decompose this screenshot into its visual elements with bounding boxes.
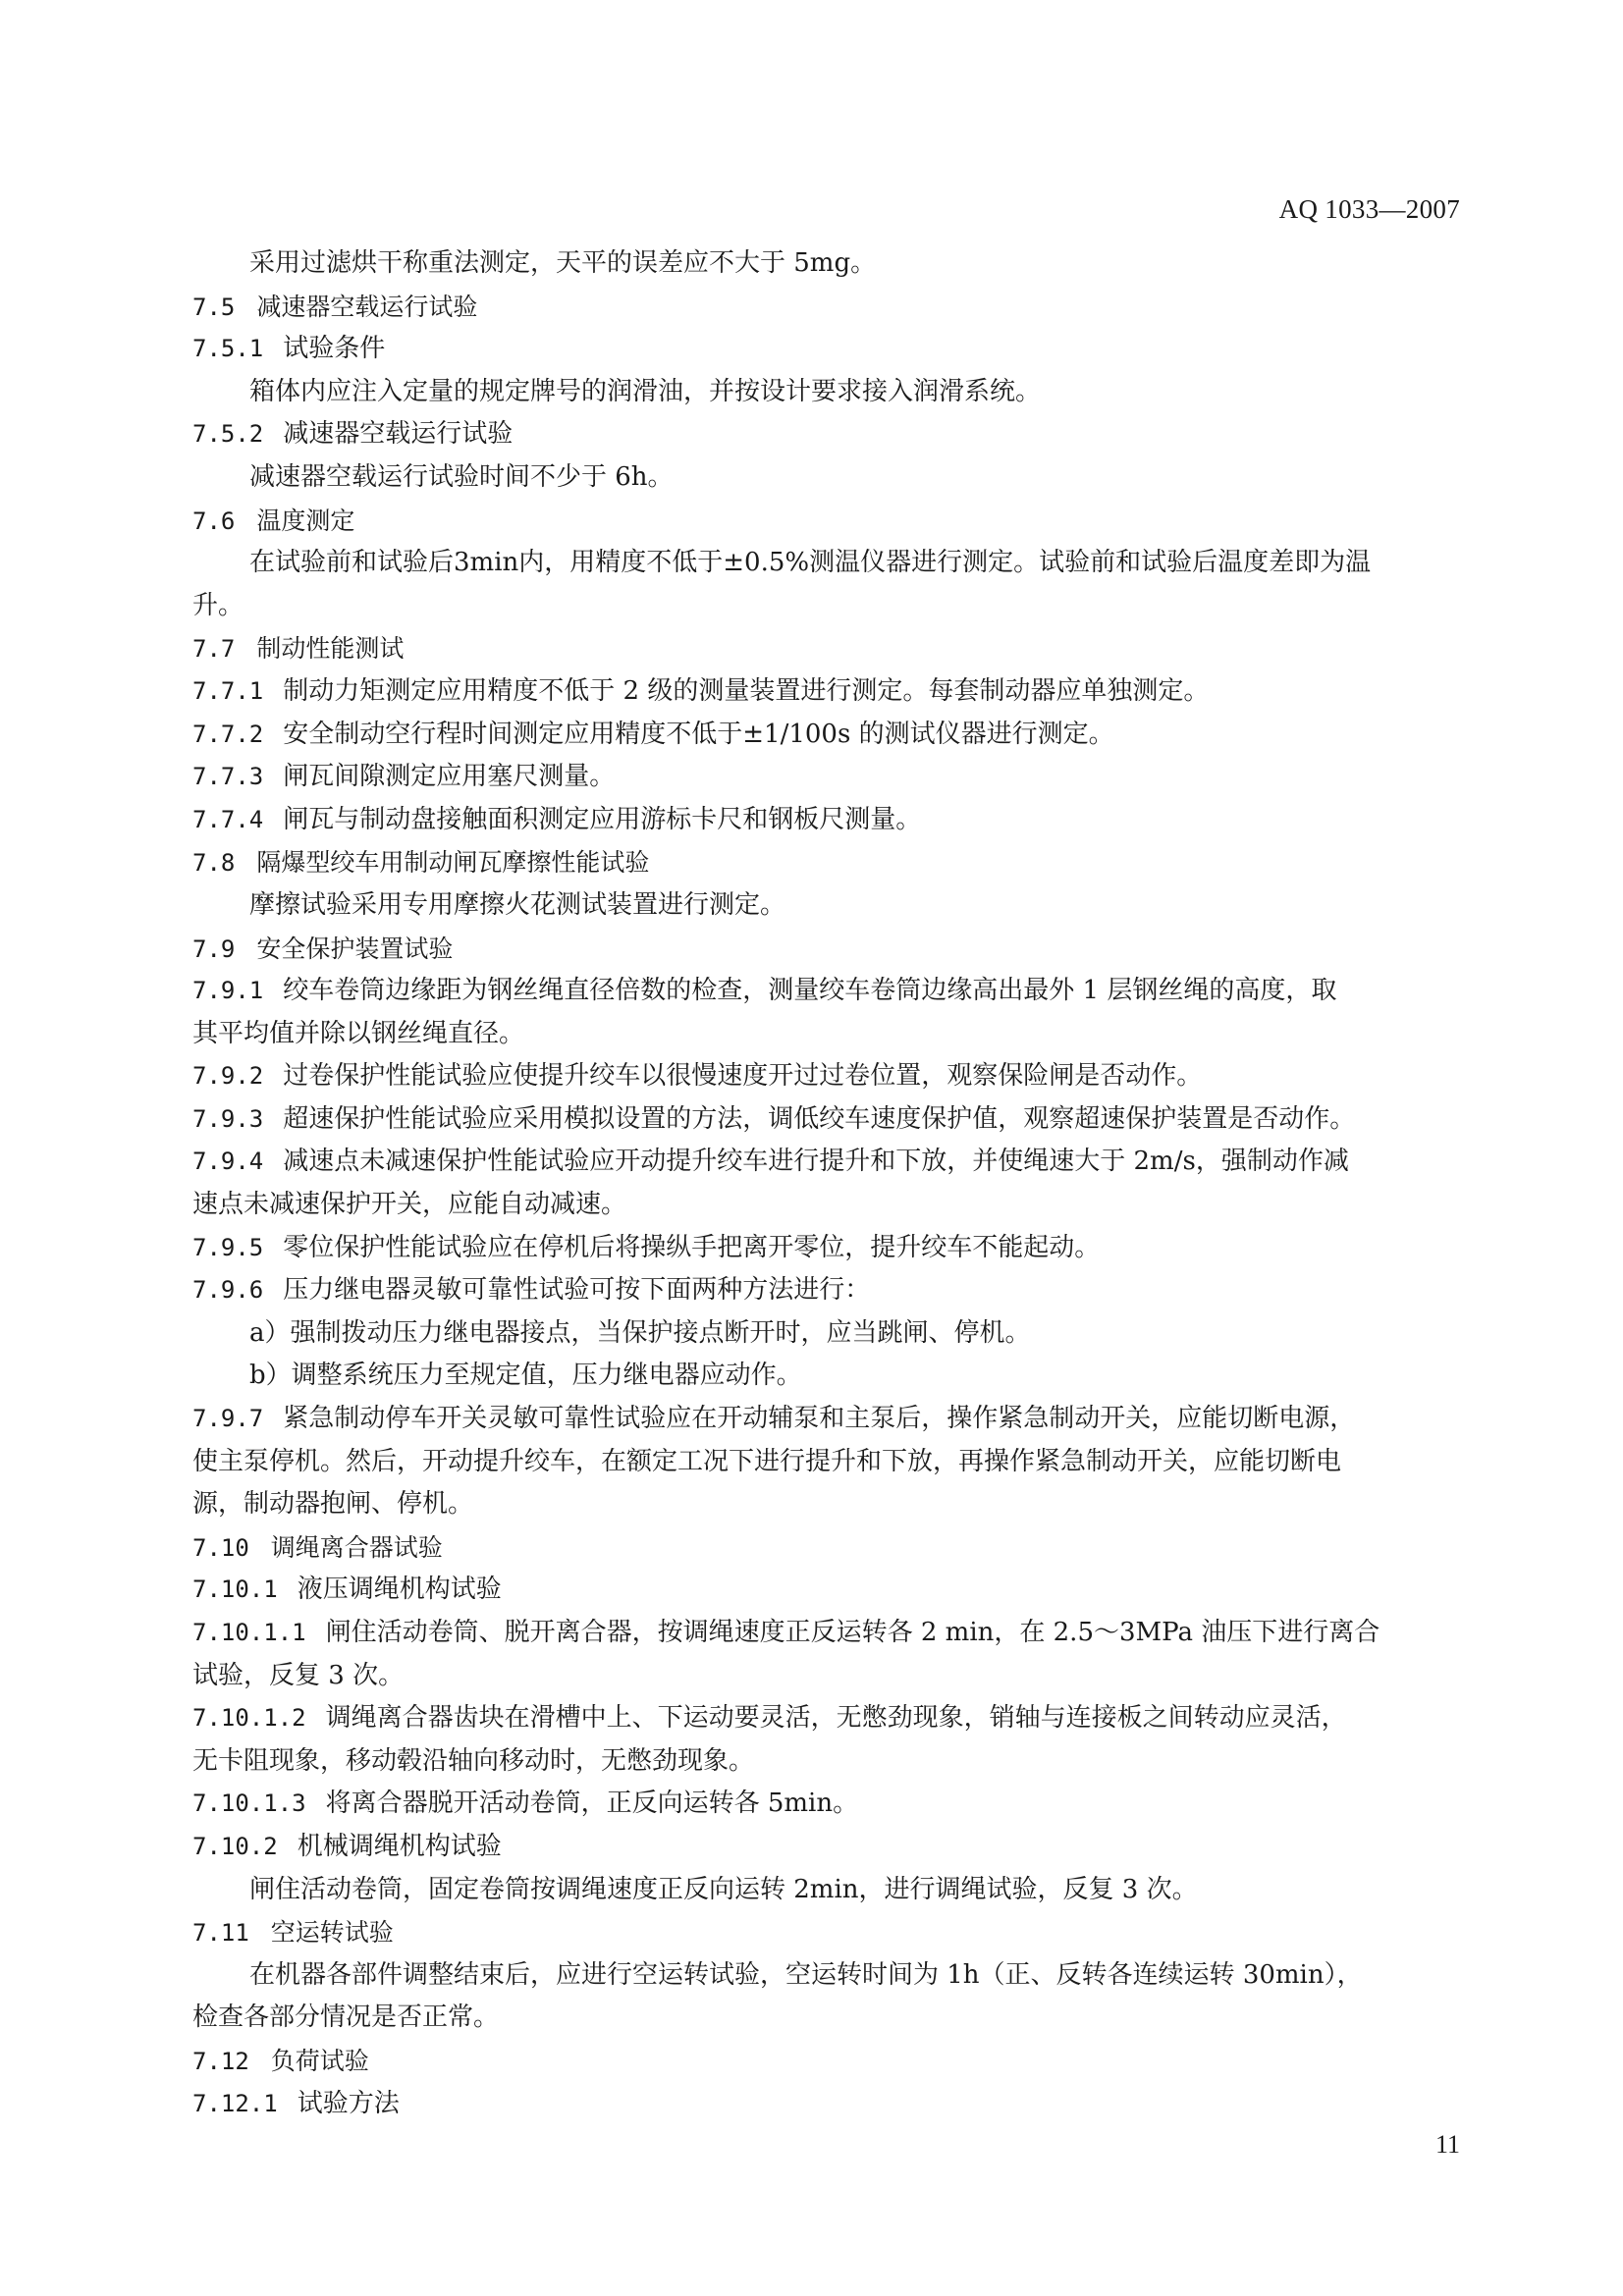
clause-line <box>192 970 1477 1013</box>
line-text: 减速器空载运行试验时间不少于 6h。 <box>249 461 674 492</box>
section-title: 减速器空载运行试验 <box>256 292 478 321</box>
paragraph-line <box>192 456 1477 500</box>
line-text: 过卷保护性能试验应使提升绞车以很慢速度开过过卷位置，观察保险闸是否动作。 <box>283 1061 1203 1092</box>
document-code: AQ 1033—2007 <box>1278 194 1460 224</box>
clause-line <box>192 714 1477 757</box>
paragraph-line <box>192 542 1477 585</box>
continuation-line <box>192 1740 1477 1784</box>
section-number: 7.9 <box>192 934 236 963</box>
clause-number: 7.10.1.1 <box>192 1619 306 1646</box>
line-text: 在机器各部件调整结束后，应进行空运转试验，空运转时间为 1h（正、反转各连续运转 30min）， <box>249 1959 1363 1990</box>
line-text: 闸住活动卷筒、脱开离合器，按调绳速度正反运转各 2 min，在 2.5～3MPa 油压下进行离合 <box>325 1618 1380 1647</box>
line-text: 其平均值并除以钢丝绳直径。 <box>192 1018 525 1048</box>
section-number: 7.6 <box>192 507 236 535</box>
section-number: 7.5 <box>192 293 236 321</box>
line-text: 紧急制动停车开关灵敏可靠性试验应在开动辅泵和主泵后，操作紧急制动开关，应能切断电源， <box>283 1404 1356 1434</box>
clause-line <box>192 2083 1477 2126</box>
clause-line <box>192 799 1477 842</box>
line-text: 检查各部分情况是否正常。 <box>192 2002 500 2033</box>
clause-number: 7.5.1 <box>192 335 264 363</box>
line-text: 减速点未减速保护性能试验应开动提升绞车进行提升和下放，并使绳速大于 2m/s，强制动作减 <box>283 1147 1349 1177</box>
line-text: 采用过滤烘干称重法测定，天平的误差应不大于 5mg。 <box>249 248 877 278</box>
section-title: 隔爆型绞车用制动闸瓦摩擦性能试验 <box>256 848 650 878</box>
clause-line <box>192 670 1477 714</box>
clause-number: 7.9.1 <box>192 977 264 1005</box>
line-text: 试验方法 <box>297 2088 400 2118</box>
line-text: b）调整系统压力至规定值，压力继电器应动作。 <box>249 1361 802 1391</box>
line-text: 速点未减速保护开关，应能自动减速。 <box>192 1190 627 1220</box>
continuation-line <box>192 1184 1477 1227</box>
line-text: 升。 <box>192 590 244 620</box>
continuation-line <box>192 1013 1477 1056</box>
line-text: 箱体内应注入定量的规定牌号的润滑油，并按设计要求接入润滑系统。 <box>249 376 1042 406</box>
line-text: 源，制动器抱闸、停机。 <box>192 1489 474 1520</box>
clause-line <box>192 1697 1477 1740</box>
line-text: 超速保护性能试验应采用模拟设置的方法，调低绞车速度保护值，观察超速保护装置是否动作。 <box>283 1103 1356 1134</box>
line-text: 闸瓦间隙测定应用塞尺测量。 <box>283 762 616 792</box>
line-text: 安全制动空行程时间测定应用精度不低于±1/100s 的测试仪器进行测定。 <box>283 719 1114 749</box>
section-number: 7.8 <box>192 849 236 878</box>
clause-number: 7.7.3 <box>192 763 264 791</box>
clause-line <box>192 756 1477 799</box>
paragraph-line <box>192 1954 1477 1998</box>
line-text: 绞车卷筒边缘距为钢丝绳直径倍数的检查，测量绞车卷筒边缘高出最外 1 层钢丝绳的高度，取 <box>283 976 1337 1006</box>
clause-line <box>192 328 1477 371</box>
section-heading <box>192 928 1477 971</box>
section-number: 7.12 <box>192 2047 249 2075</box>
paragraph-line <box>192 1869 1477 1912</box>
clause-line <box>192 1055 1477 1098</box>
continuation-line <box>192 1483 1477 1526</box>
section-heading <box>192 1526 1477 1570</box>
section-title: 调绳离合器试验 <box>270 1532 443 1562</box>
section-title: 空运转试验 <box>270 1918 394 1948</box>
page-number: 11 <box>1434 2130 1460 2159</box>
continuation-line <box>192 1997 1477 2040</box>
paragraph-line <box>192 1355 1477 1398</box>
section-title: 安全保护装置试验 <box>256 934 454 963</box>
paragraph-line <box>192 884 1477 928</box>
clause-number: 7.7.4 <box>192 805 264 833</box>
section-heading <box>192 627 1477 670</box>
clause-line <box>192 1612 1477 1655</box>
line-text: 闸住活动卷筒，固定卷筒按调绳速度正反向运转 2min，进行调绳试验，反复 3 次。 <box>249 1874 1198 1904</box>
line-text: 调绳离合器齿块在滑槽中上、下运动要灵活，无憋劲现象，销轴与连接板之间转动应灵活， <box>325 1703 1347 1734</box>
clause-line <box>192 1269 1477 1312</box>
line-text: 减速器空载运行试验 <box>283 419 514 450</box>
line-text: 试验，反复 3 次。 <box>192 1660 405 1690</box>
line-text: 在试验前和试验后3min内，用精度不低于±0.5%测温仪器进行测定。试验前和试验后温度差即为温 <box>249 548 1372 578</box>
paragraph-line <box>192 242 1477 286</box>
paragraph-line <box>192 1312 1477 1356</box>
line-text: 将离合器脱开活动卷筒，正反向运转各 5min。 <box>325 1789 859 1819</box>
line-text: 使主泵停机。然后，开动提升绞车，在额定工况下进行提升和下放，再操作紧急制动开关，应能切断电 <box>192 1446 1342 1476</box>
line-text: 摩擦试验采用专用摩擦火花测试装置进行测定。 <box>249 889 786 920</box>
clause-line <box>192 1826 1477 1869</box>
section-title: 制动性能测试 <box>256 634 405 664</box>
clause-number: 7.7.2 <box>192 720 264 748</box>
clause-line <box>192 1569 1477 1612</box>
section-heading <box>192 1911 1477 1954</box>
continuation-line <box>192 1655 1477 1698</box>
section-heading <box>192 500 1477 543</box>
continuation-line <box>192 1441 1477 1484</box>
section-number: 7.10 <box>192 1533 249 1562</box>
line-text: 压力继电器灵敏可靠性试验可按下面两种方法进行： <box>283 1275 871 1306</box>
clause-number: 7.9.2 <box>192 1062 264 1091</box>
line-text: 制动力矩测定应用精度不低于 2 级的测量装置进行测定。每套制动器应单独测定。 <box>283 675 1210 706</box>
clause-line <box>192 1398 1477 1441</box>
line-text: 试验条件 <box>283 334 386 364</box>
section-title: 负荷试验 <box>270 2046 369 2075</box>
clause-number: 7.12.1 <box>192 2089 278 2117</box>
line-text: 机械调绳机构试验 <box>297 1831 502 1861</box>
line-text: a）强制拨动压力继电器接点，当保护接点断开时，应当跳闸、停机。 <box>249 1317 1031 1348</box>
clause-number: 7.10.1.2 <box>192 1704 306 1733</box>
continuation-line <box>192 585 1477 628</box>
clause-number: 7.10.1 <box>192 1575 278 1604</box>
line-text: 零位保护性能试验应在停机后将操纵手把离开零位，提升绞车不能起动。 <box>283 1232 1101 1262</box>
clause-number: 7.5.2 <box>192 420 264 449</box>
clause-number: 7.9.4 <box>192 1148 264 1176</box>
clause-line <box>192 413 1477 456</box>
clause-number: 7.10.2 <box>192 1832 278 1860</box>
clause-number: 7.9.7 <box>192 1405 264 1433</box>
clause-line <box>192 1141 1477 1184</box>
line-text: 闸瓦与制动盘接触面积测定应用游标卡尺和钢板尺测量。 <box>283 804 922 834</box>
clause-number: 7.9.3 <box>192 1104 264 1133</box>
section-heading <box>192 841 1477 884</box>
clause-number: 7.10.1.3 <box>192 1789 306 1818</box>
clause-number: 7.9.6 <box>192 1276 264 1305</box>
paragraph-line <box>192 371 1477 414</box>
document-body <box>192 242 1477 2125</box>
section-heading <box>192 2040 1477 2083</box>
line-text: 无卡阻现象，移动毂沿轴向移动时，无憋劲现象。 <box>192 1745 755 1776</box>
section-number: 7.7 <box>192 635 236 664</box>
clause-line <box>192 1098 1477 1142</box>
section-title: 温度测定 <box>256 506 355 535</box>
section-heading <box>192 286 1477 329</box>
clause-line <box>192 1783 1477 1826</box>
clause-number: 7.7.1 <box>192 676 264 705</box>
line-text: 液压调绳机构试验 <box>297 1575 502 1605</box>
clause-line <box>192 1227 1477 1270</box>
section-number: 7.11 <box>192 1919 249 1948</box>
clause-number: 7.9.5 <box>192 1233 264 1261</box>
